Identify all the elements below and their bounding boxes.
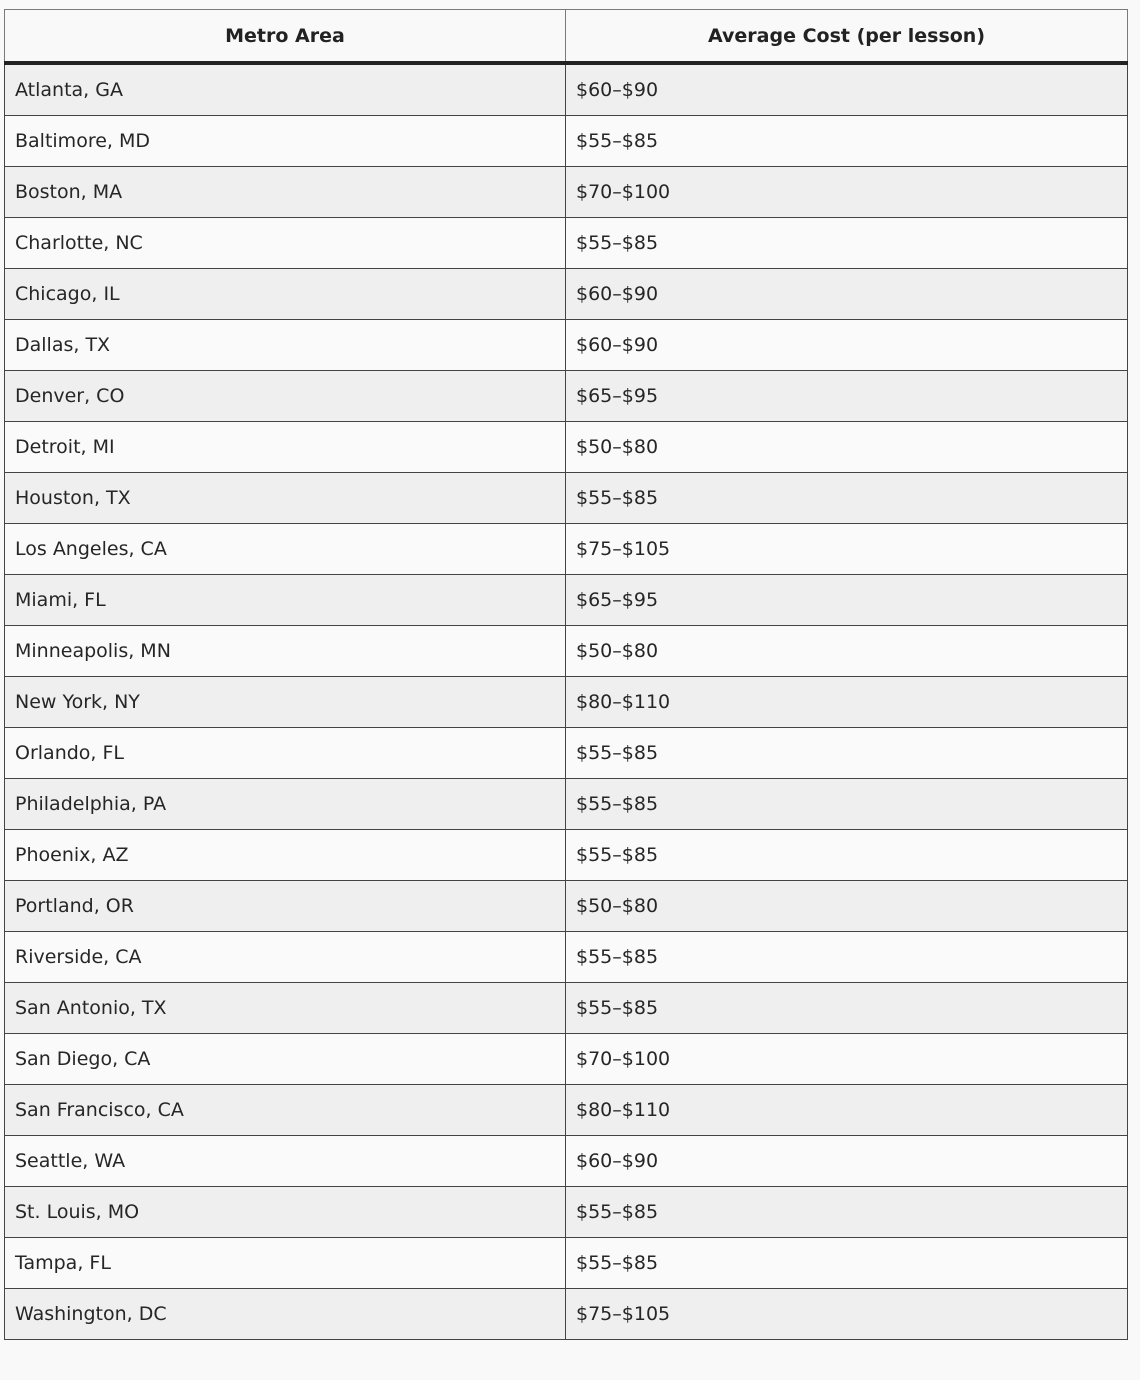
table-row [5,63,1128,116]
metro-area-cell: Dallas, TX [5,320,566,371]
average-cost-cell: $60–$90 [566,320,1128,371]
average-cost-cell: $70–$100 [566,1034,1128,1085]
metro-area-cell: Miami, FL [5,575,566,626]
average-cost-cell: $50–$80 [566,626,1128,677]
average-cost-cell: $75–$105 [566,524,1128,575]
metro-area-cell: Phoenix, AZ [5,830,566,881]
cost-table-container [4,9,1127,1340]
table-row [5,1187,1128,1238]
metro-area-cell: Philadelphia, PA [5,779,566,830]
average-cost-cell: $55–$85 [566,116,1128,167]
table-row [5,1034,1128,1085]
average-cost-cell: $50–$80 [566,422,1128,473]
metro-area-cell: Boston, MA [5,167,566,218]
table-row [5,575,1128,626]
header-average-cost: Average Cost (per lesson) [566,10,1128,64]
average-cost-cell: $55–$85 [566,1187,1128,1238]
metro-area-cell: Chicago, IL [5,269,566,320]
table-row [5,1238,1128,1289]
metro-area-cell: San Antonio, TX [5,983,566,1034]
average-cost-cell: $60–$90 [566,269,1128,320]
average-cost-cell: $55–$85 [566,473,1128,524]
table-row [5,422,1128,473]
header-metro-area: Metro Area [5,10,566,64]
table-row [5,269,1128,320]
metro-cost-table [4,9,1128,1340]
table-row [5,677,1128,728]
header-row [5,10,1128,64]
average-cost-cell: $55–$85 [566,932,1128,983]
metro-area-cell: Minneapolis, MN [5,626,566,677]
average-cost-cell: $55–$85 [566,218,1128,269]
metro-area-cell: San Francisco, CA [5,1085,566,1136]
metro-area-cell: Seattle, WA [5,1136,566,1187]
table-row [5,830,1128,881]
metro-area-cell: Denver, CO [5,371,566,422]
metro-area-cell: Detroit, MI [5,422,566,473]
table-row [5,779,1128,830]
average-cost-cell: $55–$85 [566,779,1128,830]
table-row [5,167,1128,218]
metro-area-cell: Los Angeles, CA [5,524,566,575]
average-cost-cell: $75–$105 [566,1289,1128,1340]
average-cost-cell: $80–$110 [566,677,1128,728]
metro-area-cell: New York, NY [5,677,566,728]
table-row [5,473,1128,524]
average-cost-cell: $55–$85 [566,1238,1128,1289]
table-row [5,881,1128,932]
average-cost-cell: $55–$85 [566,830,1128,881]
average-cost-cell: $55–$85 [566,983,1128,1034]
average-cost-cell: $60–$90 [566,63,1128,116]
table-row [5,1085,1128,1136]
average-cost-cell: $80–$110 [566,1085,1128,1136]
metro-area-cell: Riverside, CA [5,932,566,983]
metro-area-cell: Atlanta, GA [5,63,566,116]
metro-area-cell: Portland, OR [5,881,566,932]
average-cost-cell: $55–$85 [566,728,1128,779]
metro-area-cell: St. Louis, MO [5,1187,566,1238]
table-row [5,983,1128,1034]
metro-area-cell: Orlando, FL [5,728,566,779]
average-cost-cell: $60–$90 [566,1136,1128,1187]
table-row [5,218,1128,269]
metro-area-cell: Charlotte, NC [5,218,566,269]
table-row [5,1289,1128,1340]
average-cost-cell: $50–$80 [566,881,1128,932]
metro-area-cell: Baltimore, MD [5,116,566,167]
metro-area-cell: Tampa, FL [5,1238,566,1289]
table-header [5,10,1128,64]
metro-area-cell: San Diego, CA [5,1034,566,1085]
table-row [5,371,1128,422]
average-cost-cell: $65–$95 [566,371,1128,422]
table-row [5,1136,1128,1187]
metro-area-cell: Washington, DC [5,1289,566,1340]
table-body [5,63,1128,1340]
table-row [5,524,1128,575]
table-row [5,320,1128,371]
table-row [5,116,1128,167]
metro-area-cell: Houston, TX [5,473,566,524]
table-row [5,626,1128,677]
average-cost-cell: $70–$100 [566,167,1128,218]
table-row [5,932,1128,983]
table-row [5,728,1128,779]
average-cost-cell: $65–$95 [566,575,1128,626]
